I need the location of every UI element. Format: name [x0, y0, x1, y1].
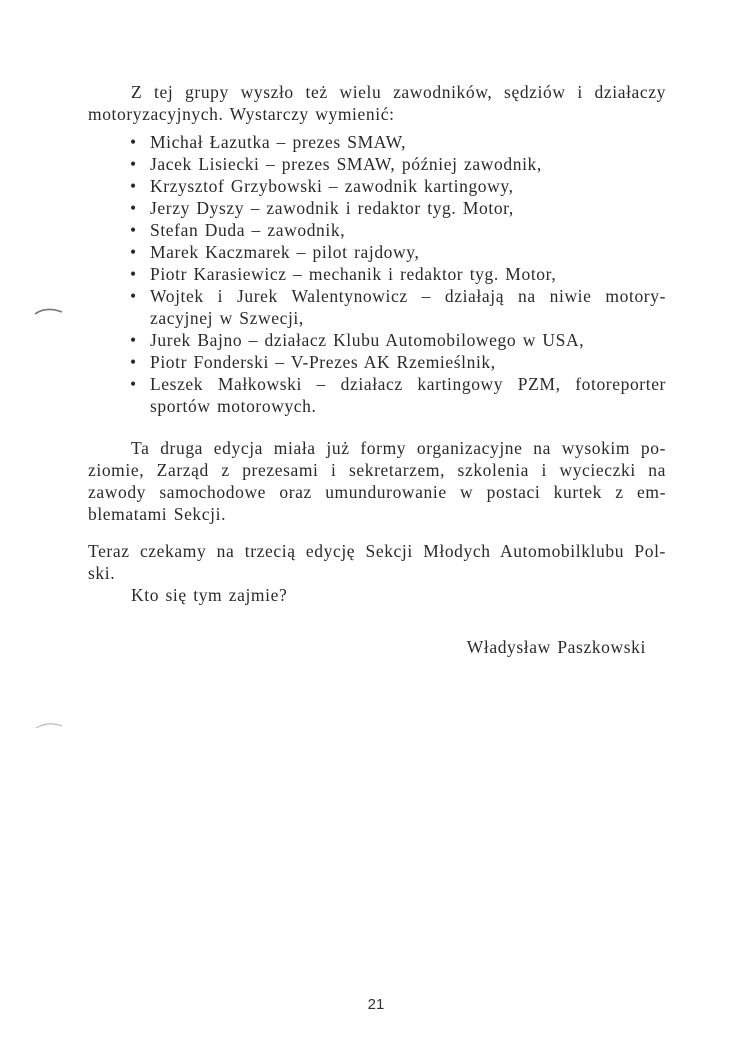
list-item	[88, 241, 666, 263]
bullet: •	[130, 286, 137, 306]
intro-line: Z tej grupy wyszło też wielu zawodników, sędziów i działaczy	[131, 82, 666, 102]
list-item	[88, 219, 666, 241]
list-item	[88, 153, 666, 175]
paragraph-third-edition	[88, 540, 666, 584]
closing-question: Kto się tym zajmie?	[131, 585, 288, 605]
list-item-text: Stefan Duda – zawodnik,	[150, 220, 346, 240]
list-item	[88, 285, 666, 329]
list-item-text: Jerzy Dyszy – zawodnik i redaktor tyg. Motor,	[150, 198, 514, 218]
list-item-text: Piotr Karasiewicz – mechanik i redaktor tyg. Motor,	[150, 264, 557, 284]
list-item	[88, 329, 666, 351]
bullet: •	[130, 352, 137, 372]
people-list	[88, 131, 666, 417]
list-item-continuation: zacyjnej w Szwecji,	[150, 308, 304, 328]
list-item	[88, 263, 666, 285]
bullet: •	[130, 242, 137, 262]
list-item-text: Piotr Fonderski – V-Prezes AK Rzemieślnik,	[150, 352, 496, 372]
list-item	[88, 131, 666, 153]
bullet: •	[130, 176, 137, 196]
paragraph-line: ziomie, Zarząd z prezesami i sekretarzem, szkolenia i wycieczki na	[88, 460, 666, 480]
list-item	[88, 175, 666, 197]
list-item-text: Michał Łazutka – prezes SMAW,	[150, 132, 407, 152]
list-item-continuation: sportów motorowych.	[150, 396, 317, 416]
paragraph-second-edition	[88, 437, 666, 525]
bullet: •	[130, 330, 137, 350]
bullet: •	[130, 264, 137, 284]
bullet: •	[130, 154, 137, 174]
list-item-text: Leszek Małkowski – działacz kartingowy PZM, fotoreporter	[150, 374, 666, 394]
list-item-text: Krzysztof Grzybowski – zawodnik kartingowy,	[150, 176, 514, 196]
list-item-text: Jacek Lisiecki – prezes SMAW, później zawodnik,	[150, 154, 542, 174]
bullet: •	[130, 220, 137, 240]
bullet: •	[130, 132, 137, 152]
list-item	[88, 351, 666, 373]
paragraph-line: Teraz czekamy na trzecią edycję Sekcji Młodych Automobilklubu Pol-	[88, 541, 666, 561]
intro-paragraph	[88, 81, 666, 125]
paragraph-line: ski.	[88, 563, 116, 583]
author-signature: Władysław Paszkowski	[466, 637, 646, 657]
paragraph-line: Ta druga edycja miała już formy organizacyjne na wysokim po-	[131, 438, 666, 458]
intro-line: motoryzacyjnych. Wystarczy wymienić:	[88, 104, 395, 124]
list-item	[88, 373, 666, 417]
list-item	[88, 197, 666, 219]
bullet: •	[130, 198, 137, 218]
paragraph-line: blematami Sekcji.	[88, 504, 227, 524]
bullet: •	[130, 374, 137, 394]
scan-mark	[34, 306, 64, 316]
list-item-text: Jurek Bajno – działacz Klubu Automobilowego w USA,	[150, 330, 585, 350]
paragraph-line: zawody samochodowe oraz umundurowanie w postaci kurtek z em-	[88, 482, 666, 502]
list-item-text: Wojtek i Jurek Walentynowicz – działają na niwie motory-	[150, 286, 666, 306]
page-number: 21	[367, 996, 385, 1013]
scan-mark	[34, 720, 64, 730]
list-item-text: Marek Kaczmarek – pilot rajdowy,	[150, 242, 420, 262]
